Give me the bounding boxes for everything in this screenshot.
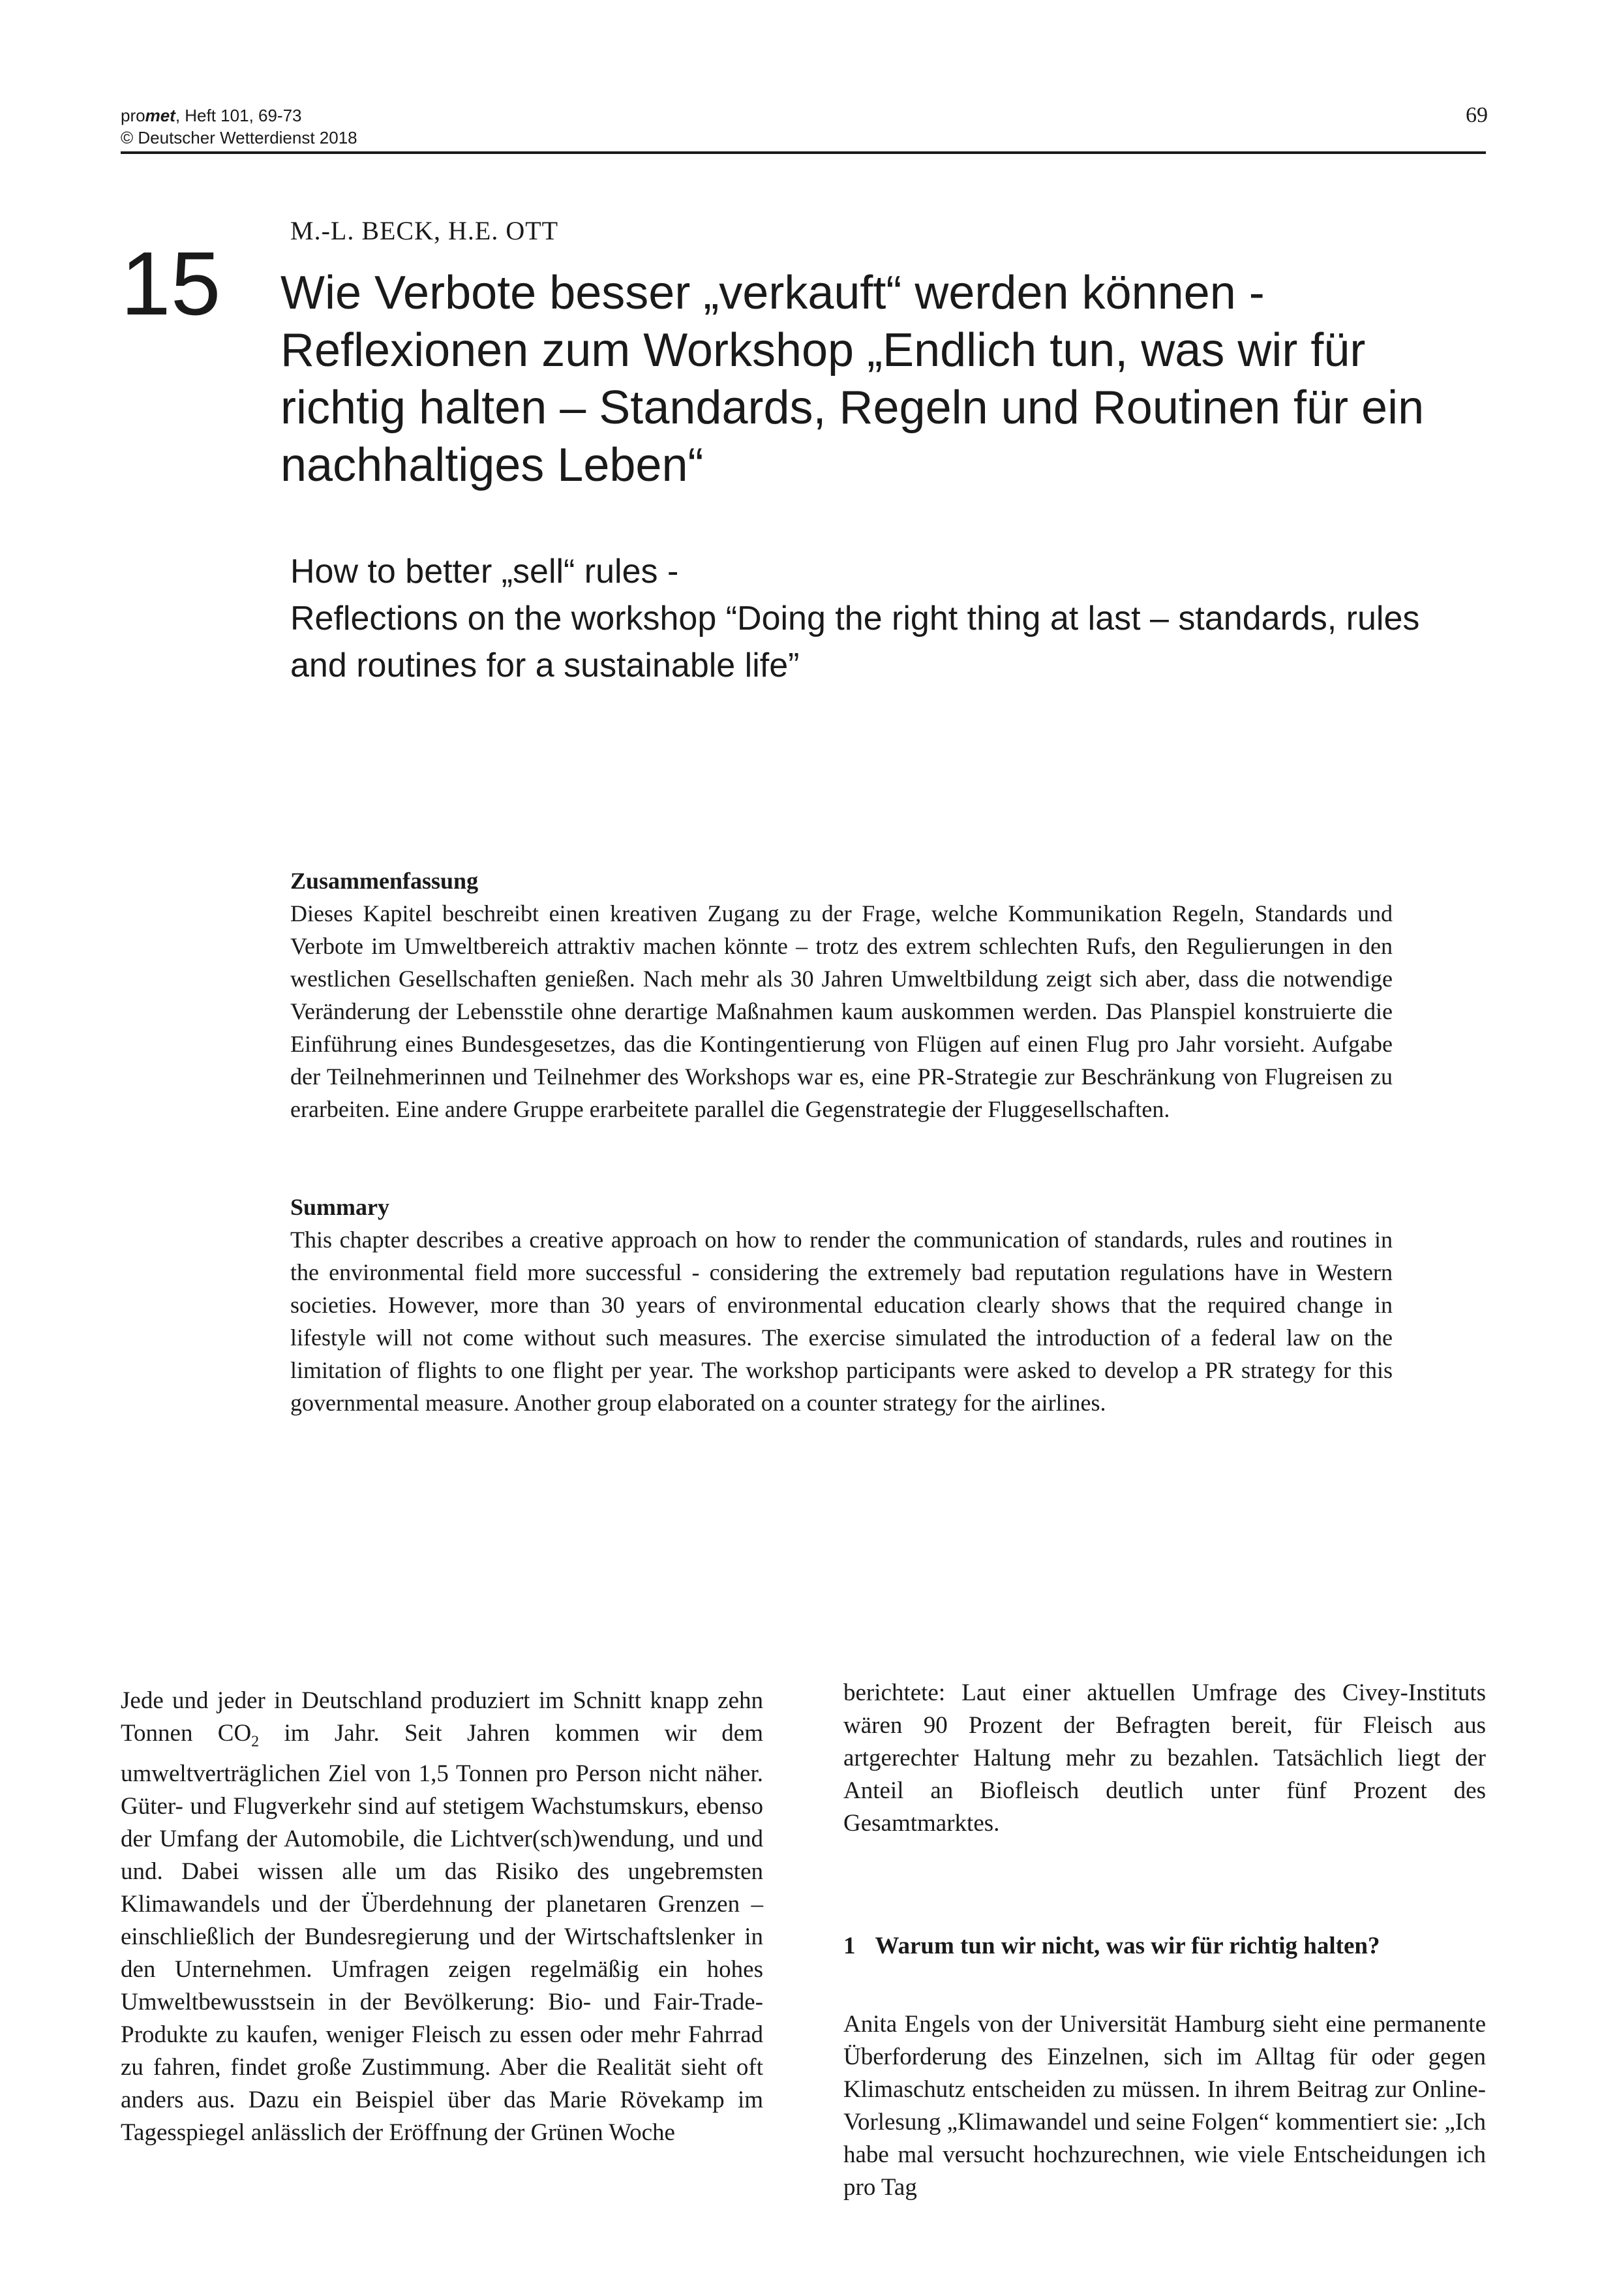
title-english	[290, 548, 1484, 689]
header-rule	[121, 151, 1486, 154]
page-number: 69	[1466, 103, 1488, 127]
body-paragraph: Jede und jeder in Deutschland produziert im Schnitt knapp zehn Tonnen $CO_2$ im Jahr. Seit Jahren kommen wir dem umweltverträglichen Ziel von 1,5 Tonnen pro Person nicht näher. Güter- und Flugverkehr sind auf stetigem Wachstumskurs, ebenso der Umfang der Automobile, die Lichtver(sch)wendung, und und und. Dabei wissen alle um das Risiko des ungebremsten Klimawandels und der Überdehnung der planetaren Grenzen – einschließlich der Bundesregierung und der Wirtschaftslenker in den Unternehmen. Umfragen zeigen regelmäßig ein hohes Umweltbewusstsein in der Bevölkerung: Bio- und Fair-Trade-Produkte zu kaufen, weniger Fleisch zu essen oder mehr Fahrrad zu fahren, findet große Zustimmung. Aber die Realität sieht oft anders aus. Dazu ein Beispiel über das Marie Rövekamp im Tagesspiegel anlässlich der Eröffnung der Grünen Woche	[121, 1687, 763, 2147]
authors: M.-L. BECK, H.E. OTT	[290, 216, 559, 245]
section-title: Warum tun wir nicht, was wir für richtig halten?	[875, 1933, 1380, 1959]
subscript-2: 2	[251, 1733, 260, 1751]
journal-name-emphasis: met	[145, 106, 175, 125]
title-english-line1: How to better „sell“ rules -	[290, 553, 679, 590]
abstract-english-heading: Summary	[290, 1194, 389, 1220]
journal-citation: promet, Heft 101, 69-73	[121, 106, 302, 125]
section-heading	[843, 1930, 1486, 1963]
body-paragraph: berichtete: Laut einer aktuellen Umfrage des Civey-Instituts wären 90 Prozent der Befragten bereit, für Fleisch aus artgerechter Haltung mehr zu bezahlen. Tatsächlich liegt der Anteil an Biofleisch deutlich unter fünf Prozent des Gesamtmarktes.	[843, 1679, 1486, 1837]
abstract-german-heading: Zusammenfassung	[290, 868, 479, 894]
title-german: Wie Verbote besser „verkauft“ werden können - Reflexionen zum Workshop „Endlich tun, was wir für richtig halten – Standards, Regeln und Routinen für ein nachhaltiges Leben“	[280, 267, 1425, 491]
running-header	[121, 104, 357, 149]
body-paragraph: Anita Engels von der Universität Hamburg sieht eine permanente Überforderung des Einzelnen, sich im Alltag für oder gegen Klimaschutz entscheiden zu müssen. In ihrem Beitrag zur Online-Vorlesung „Klimawandel und seine Folgen“ kommentiert sie: „Ich habe mal versucht hochzurechnen, wie viele Entscheidungen ich pro Tag	[843, 2011, 1486, 2201]
chapter-number: 15	[121, 234, 221, 334]
body-column-left	[121, 1685, 763, 2149]
body-column-right	[843, 1677, 1486, 2204]
section-number: 1	[843, 1933, 856, 1959]
title-english-line2: Reflections on the workshop “Doing the right thing at last – standards, rules and routines for a sustainable life”	[290, 600, 1420, 684]
copyright-line: © Deutscher Wetterdienst 2018	[121, 128, 357, 147]
abstract-german-text: Dieses Kapitel beschreibt einen kreativen Zugang zu der Frage, welche Kommunikation Regeln, Standards und Verbote im Umweltbereich attraktiv machen könnte – trotz des extrem schlechten Rufs, den Regulierungen in den westlichen Gesellschaften genießen. Nach mehr als 30 Jahren Umweltbildung zeigt sich aber, dass die notwendige Veränderung der Lebensstile ohne derartige Maßnahmen kaum auskommen werden. Das Planspiel konstruierte die Einführung eines Bundesgesetzes, das die Kontingentierung von Flügen auf einen Flug pro Jahr vorsieht. Aufgabe der Teilnehmerinnen und Teilnehmer des Workshops war es, eine PR-Strategie zur Beschränkung von Flugreisen zu erarbeiten. Eine andere Gruppe erarbeitete parallel die Gegenstrategie der Fluggesellschaften.	[290, 900, 1393, 1122]
abstract-english-text: This chapter describes a creative approach on how to render the communication of standards, rules and routines in the environmental field more successful - considering the extremely bad reputation regulations have in Western societies. However, more than 30 years of environmental education clearly shows that the required change in lifestyle will not come without such measures. The exercise simulated the introduction of a federal law on the limitation of flights to one flight per year. The workshop participants were asked to develop a PR strategy for this governmental measure. Another group elaborated on a counter strategy for the airlines.	[290, 1227, 1393, 1416]
abstract-german	[290, 865, 1393, 1125]
abstract-english	[290, 1191, 1393, 1419]
